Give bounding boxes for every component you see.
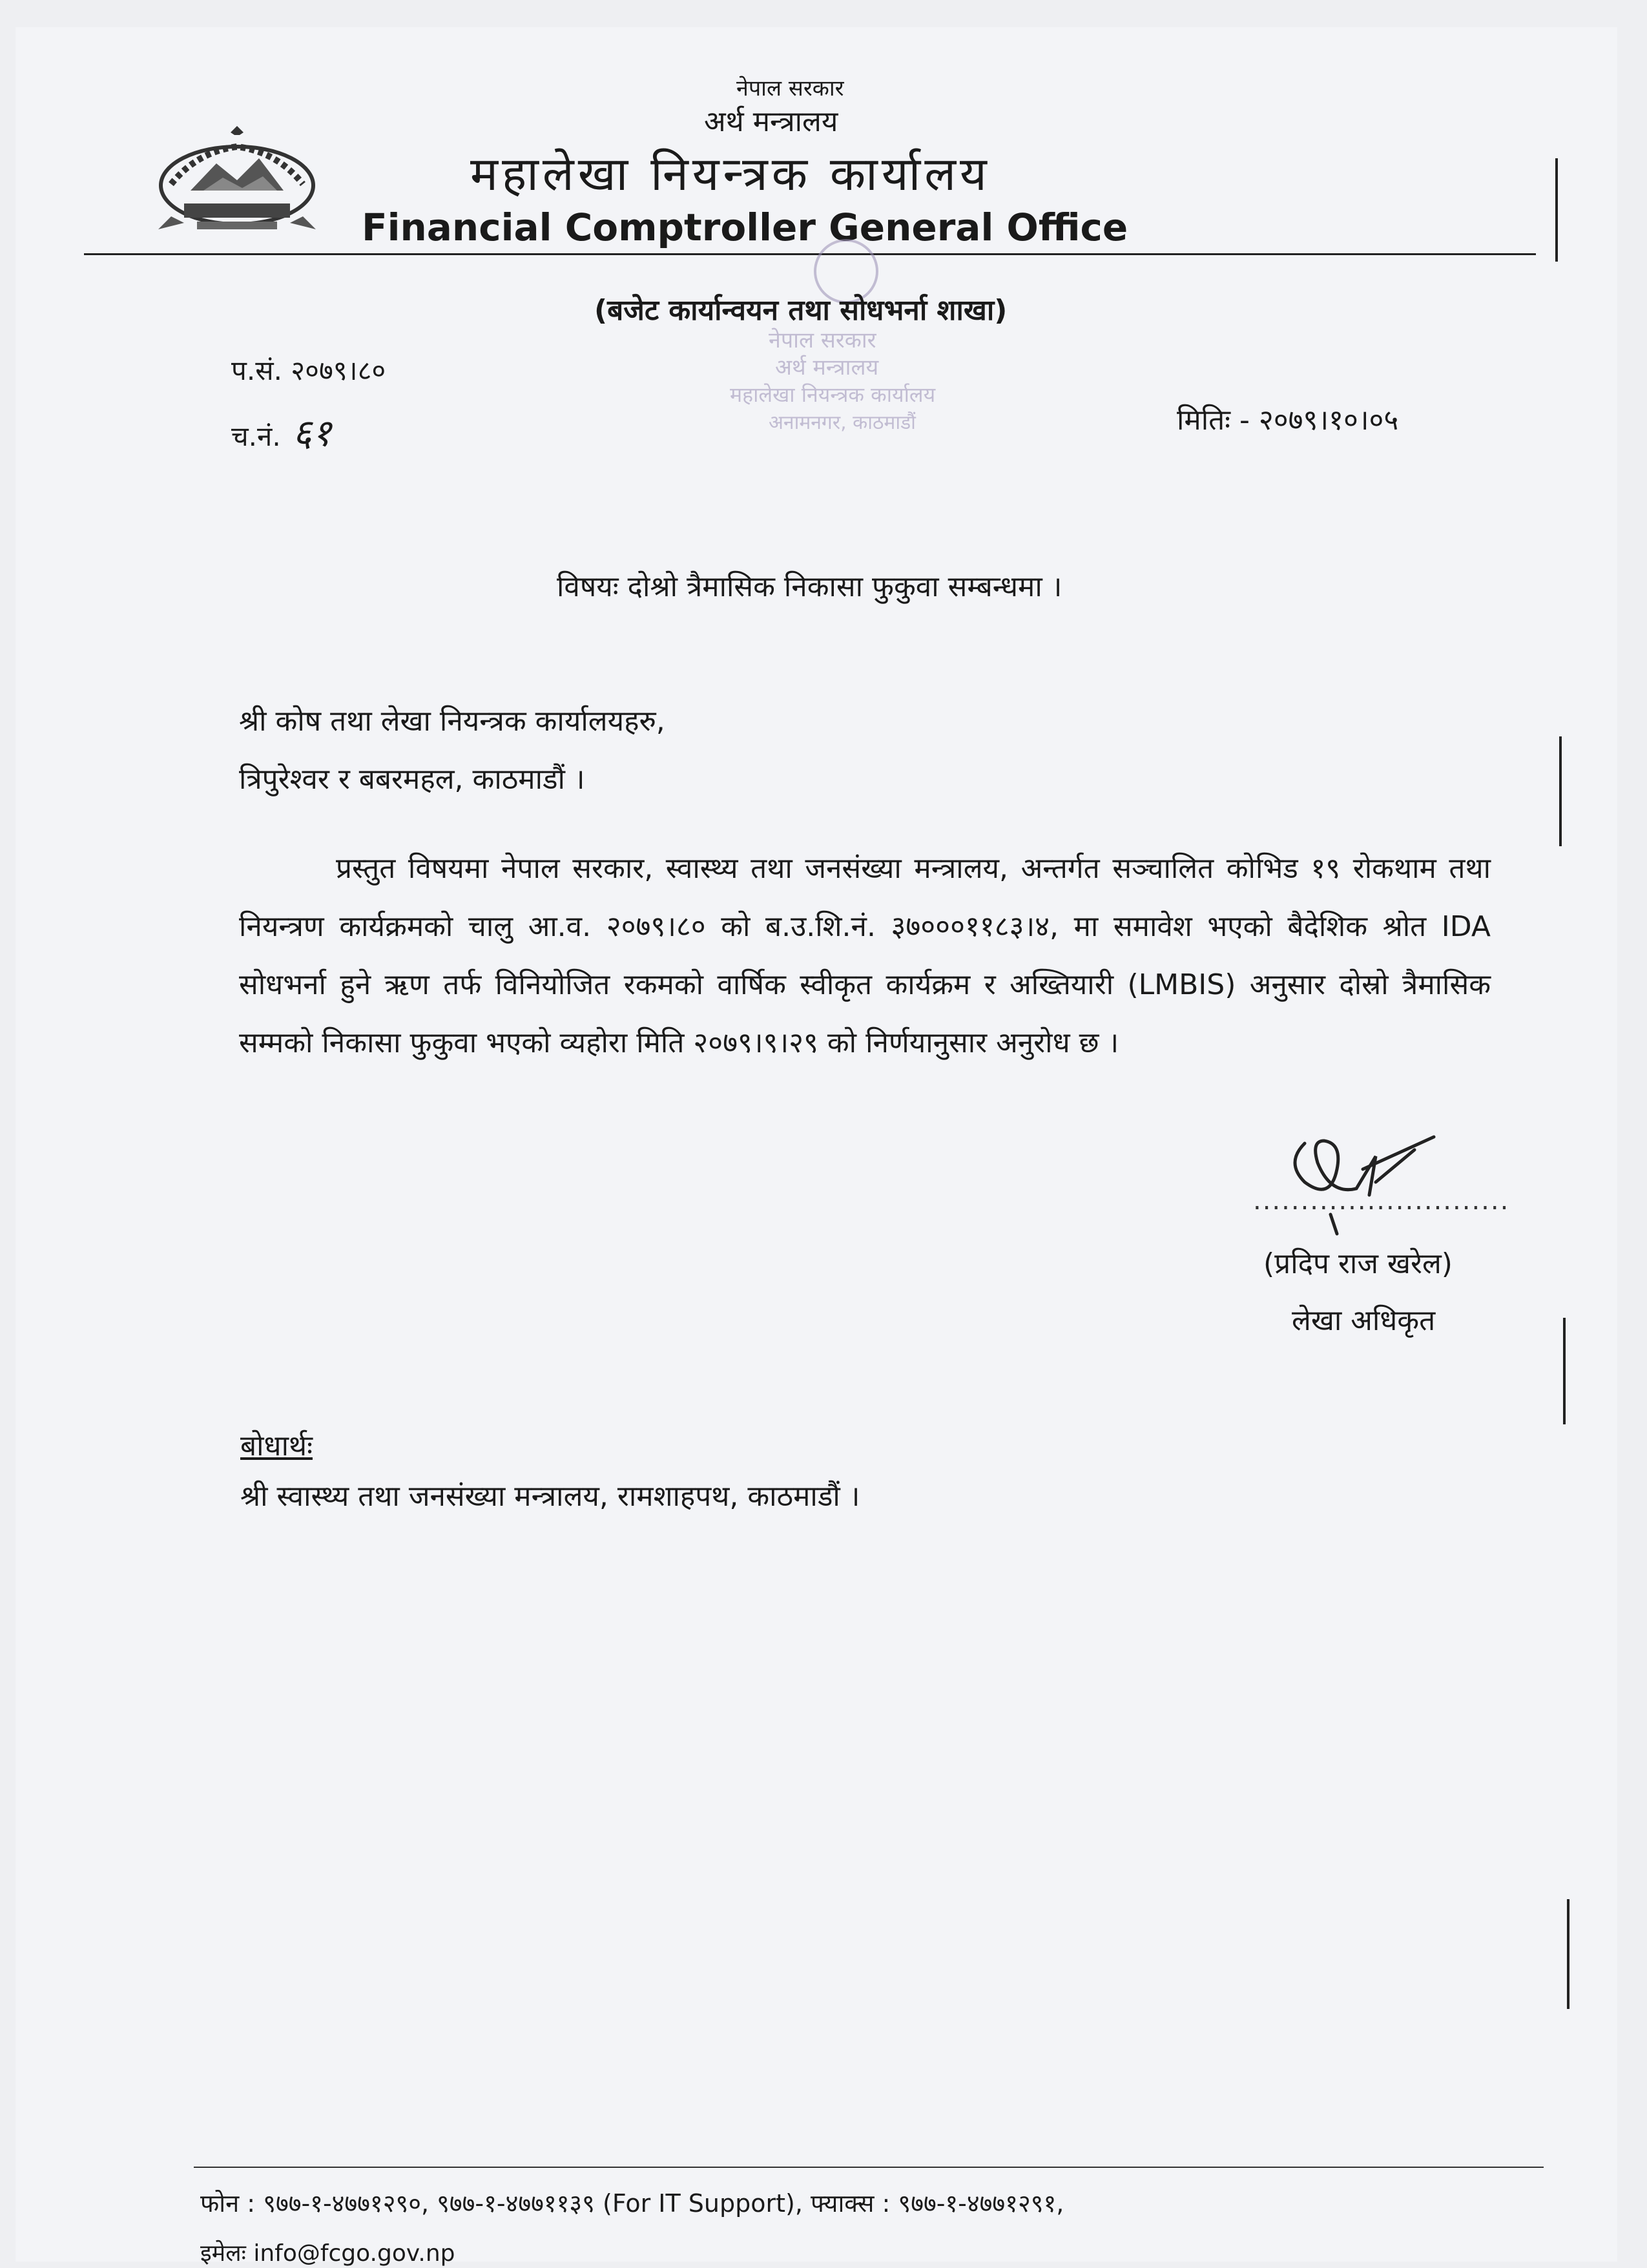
signer-name: (प्रदिप राज खरेल) [1263, 1247, 1453, 1280]
footer-divider [194, 2167, 1544, 2168]
handwritten-signature [1266, 1118, 1447, 1240]
footer-contact-phone: फोन : ९७७-१-४७७१२९०, ९७७-१-४७७११३९ (For IT Support), फ्याक्स : ९७७-१-४७७१२९१, [200, 2189, 1064, 2218]
letter-subject: विषयः दोश्रो त्रैमासिक निकासा फुकुवा सम्बन्धमा । [557, 570, 1062, 603]
ministry-name: अर्थ मन्त्रालय [704, 105, 838, 138]
office-name-english: Financial Comptroller General Office [362, 205, 1128, 249]
scan-edge-mark [1555, 158, 1558, 262]
addressee-line-1: श्री कोष तथा लेखा नियन्त्रक कार्यालयहरु, [239, 705, 665, 738]
scan-edge-mark [1563, 1318, 1566, 1424]
footer-contact-email: इमेलः info@fcgo.gov.np [200, 2240, 455, 2267]
reference-number: प.सं. २०७९।८० [231, 355, 386, 386]
stamp-line-1: नेपाल सरकार [769, 328, 876, 353]
office-name-nepali: महालेखा नियन्त्रक कार्यालय [470, 147, 991, 201]
stamp-line-3: महालेखा नियन्त्रक कार्यालय [730, 382, 936, 407]
cc-recipient: श्री स्वास्थ्य तथा जनसंख्या मन्त्रालय, रामशाहपथ, काठमाडौं । [240, 1480, 860, 1513]
dispatch-label: च.नं. [231, 421, 281, 452]
signer-title: लेखा अधिकृत [1292, 1304, 1436, 1337]
scan-edge-mark [1567, 1899, 1569, 2009]
letter-body: प्रस्तुत विषयमा नेपाल सरकार, स्वास्थ्य तथा जनसंख्या मन्त्रालय, अन्तर्गत सञ्चालित कोभिड १९ रोकथाम तथा नियन्त्रण कार्यक्रमको चालु आ.व. २०७९।८० को ब.उ.शि.नं. ३७०००११८३।४, मा समावेश भएको बैदेशिक श्रोत IDA सोधभर्ना हुने ऋण तर्फ विनियोजित रकमको वार्षिक स्वीकृत कार्यक्रम र अख्तियारी (LMBIS) अनुसार दोस्रो त्रैमासिक सम्मको निकासा फुकुवा भएको व्यहोरा मिति २०७९।९।२९ को निर्णयानुसार अनुरोध छ । [239, 852, 1491, 1059]
cc-heading: बोधार्थः [240, 1430, 313, 1462]
nepal-government-emblem [145, 126, 329, 239]
scan-edge-mark [1559, 736, 1562, 846]
addressee-line-2: त्रिपुरेश्वर र बबरमहल, काठमाडौं । [239, 763, 585, 796]
dispatch-number [231, 406, 331, 457]
office-stamp [723, 233, 969, 446]
government-name: नेपाल सरकार [736, 76, 844, 101]
letter-date: मितिः - २०७९।१०।०५ [1177, 404, 1399, 437]
stamp-line-2: अर्थ मन्त्रालय [775, 355, 879, 380]
dispatch-handwritten-number: ६१ [292, 411, 332, 455]
stamp-line-4: अनामनगर, काठमाडौं [769, 411, 916, 434]
signature-line: ........................... [1253, 1186, 1510, 1216]
branch-name: (बजेट कार्यान्वयन तथा सोधभर्ना शाखा) [594, 294, 1008, 327]
